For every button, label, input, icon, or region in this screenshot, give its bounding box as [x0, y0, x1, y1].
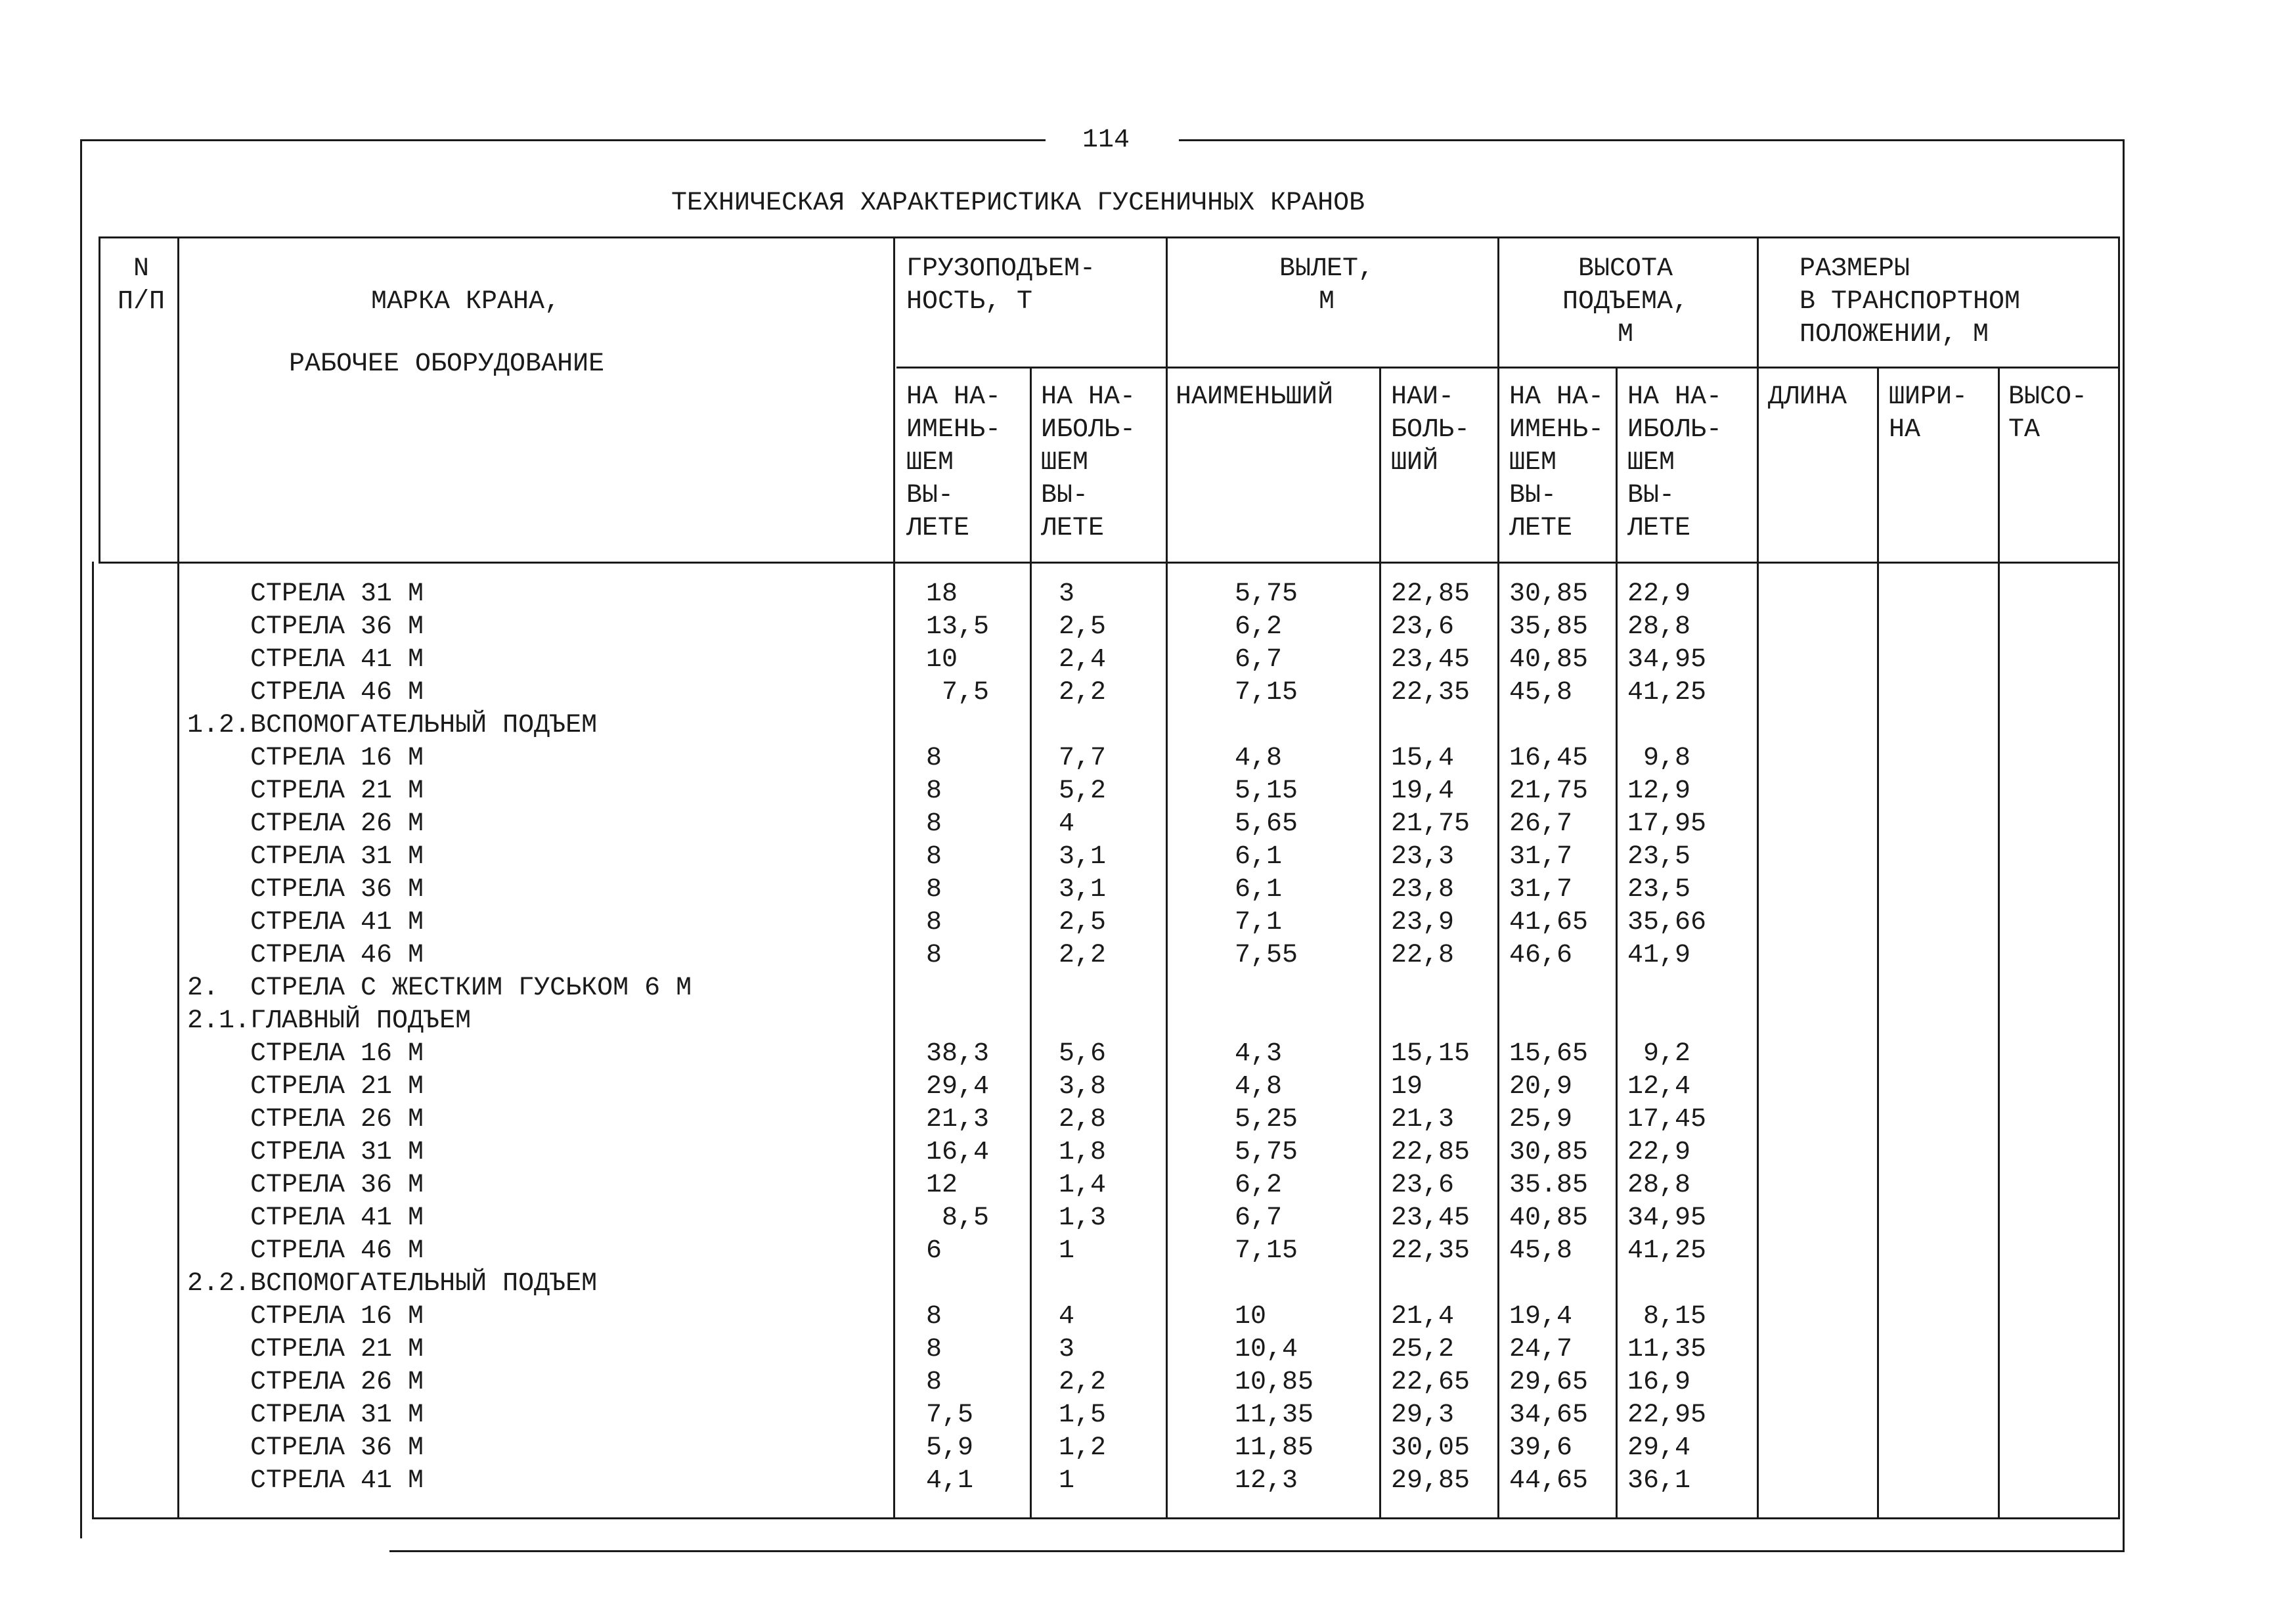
row-value-c4: 23,8 [1391, 875, 1455, 904]
row-value-c5: 35,85 [1509, 612, 1589, 642]
row-value-c4: 23,45 [1391, 1203, 1470, 1233]
row-value-c2: 5,2 [1059, 776, 1107, 806]
row-value-c1: 8 [926, 1335, 942, 1364]
row-value-c2: 5,6 [1059, 1039, 1107, 1069]
row-value-c6: 28,8 [1627, 1171, 1691, 1200]
row-value-c5: 24,7 [1509, 1335, 1573, 1364]
row-value-c3: 11,85 [1235, 1433, 1314, 1463]
row-value-c1: 21,3 [926, 1105, 990, 1134]
header-num: N П/П [117, 254, 165, 317]
header-tall: ВЫСО- ТА [2008, 382, 2088, 445]
row-value-c3: 4,3 [1235, 1039, 1283, 1069]
row-value-c2: 7,7 [1059, 744, 1107, 773]
row-value-c6: 34,95 [1627, 1203, 1707, 1233]
row-value-c4: 29,85 [1391, 1466, 1470, 1496]
row-value-c4: 22,85 [1391, 579, 1470, 609]
row-value-c5: 16,45 [1509, 744, 1589, 773]
row-value-c2: 1,2 [1059, 1433, 1107, 1463]
row-value-c3: 6,7 [1235, 645, 1283, 675]
row-value-c6: 9,8 [1627, 744, 1691, 773]
header-reach-max: НАИ- БОЛЬ- ШИЙ [1391, 382, 1470, 478]
row-label: СТРЕЛА 31 М [187, 842, 424, 872]
row-value-c4: 19 [1391, 1072, 1423, 1102]
row-value-c3: 10 [1235, 1302, 1267, 1331]
row-value-c3: 7,55 [1235, 941, 1298, 970]
row-value-c2: 3 [1059, 579, 1075, 609]
row-value-c2: 1,8 [1059, 1138, 1107, 1167]
row-label: СТРЕЛА 26 М [187, 809, 424, 839]
row-value-c6: 9,2 [1627, 1039, 1691, 1069]
row-value-c3: 12,3 [1235, 1466, 1298, 1496]
row-value-c1: 8 [926, 744, 942, 773]
row-value-c4: 30,05 [1391, 1433, 1470, 1463]
row-value-c5: 39,6 [1509, 1433, 1573, 1463]
row-value-c5: 46,6 [1509, 941, 1573, 970]
row-value-c1: 8 [926, 1302, 942, 1331]
row-value-c3: 7,15 [1235, 678, 1298, 707]
row-value-c5: 40,85 [1509, 1203, 1589, 1233]
row-value-c4: 21,75 [1391, 809, 1470, 839]
row-value-c3: 5,25 [1235, 1105, 1298, 1134]
row-value-c3: 4,8 [1235, 1072, 1283, 1102]
row-label: СТРЕЛА 41 М [187, 908, 424, 937]
row-value-c6: 23,5 [1627, 875, 1691, 904]
row-value-c5: 45,8 [1509, 1236, 1573, 1266]
page-number: 114 [1082, 125, 1130, 155]
header-height-max: НА НА- ИБОЛЬ- ШЕМ ВЫ- ЛЕТЕ [1627, 382, 1723, 543]
row-value-c6: 17,45 [1627, 1105, 1707, 1134]
row-value-c4: 19,4 [1391, 776, 1455, 806]
row-value-c2: 2,8 [1059, 1105, 1107, 1134]
row-value-c5: 30,85 [1509, 1138, 1589, 1167]
row-value-c5: 29,65 [1509, 1368, 1589, 1397]
row-value-c1: 29,4 [926, 1072, 990, 1102]
row-value-c2: 3,1 [1059, 875, 1107, 904]
row-value-c3: 6,2 [1235, 612, 1283, 642]
row-value-c6: 34,95 [1627, 645, 1707, 675]
row-value-c4: 23,3 [1391, 842, 1455, 872]
row-value-c6: 41,25 [1627, 678, 1707, 707]
row-value-c4: 23,9 [1391, 908, 1455, 937]
row-value-c2: 1,3 [1059, 1203, 1107, 1233]
row-value-c6: 28,8 [1627, 612, 1691, 642]
row-value-c1: 6 [926, 1236, 942, 1266]
row-value-c2: 4 [1059, 809, 1075, 839]
row-label: СТРЕЛА 31 М [187, 579, 424, 609]
row-label: СТРЕЛА 36 М [187, 1171, 424, 1200]
row-value-c4: 23,6 [1391, 1171, 1455, 1200]
row-value-c1: 13,5 [926, 612, 990, 642]
row-value-c6: 35,66 [1627, 908, 1707, 937]
row-value-c6: 17,95 [1627, 809, 1707, 839]
row-value-c6: 12,4 [1627, 1072, 1691, 1102]
row-value-c5: 34,65 [1509, 1400, 1589, 1430]
row-value-c6: 11,35 [1627, 1335, 1707, 1364]
row-value-c4: 22,8 [1391, 941, 1455, 970]
row-label: СТРЕЛА 16 М [187, 1302, 424, 1331]
row-label: СТРЕЛА 46 М [187, 1236, 424, 1266]
row-label: СТРЕЛА 26 М [187, 1105, 424, 1134]
row-value-c3: 5,15 [1235, 776, 1298, 806]
row-value-c6: 23,5 [1627, 842, 1691, 872]
row-value-c2: 3,1 [1059, 842, 1107, 872]
row-value-c2: 1 [1059, 1466, 1075, 1496]
row-label: СТРЕЛА 46 М [187, 678, 424, 707]
row-value-c2: 2,4 [1059, 645, 1107, 675]
row-value-c1: 38,3 [926, 1039, 990, 1069]
header-reach-min: НАИМЕНЬШИЙ [1176, 382, 1334, 412]
row-label: СТРЕЛА 36 М [187, 1433, 424, 1463]
row-label: СТРЕЛА 26 М [187, 1368, 424, 1397]
row-value-c2: 3 [1059, 1335, 1075, 1364]
row-value-c1: 8 [926, 941, 942, 970]
row-value-c3: 11,35 [1235, 1400, 1314, 1430]
row-value-c1: 8 [926, 776, 942, 806]
row-value-c5: 41,65 [1509, 908, 1589, 937]
row-value-c1: 16,4 [926, 1138, 990, 1167]
row-label: СТРЕЛА 21 М [187, 776, 424, 806]
row-value-c4: 22,65 [1391, 1368, 1470, 1397]
row-label: СТРЕЛА 31 М [187, 1400, 424, 1430]
row-value-c1: 8 [926, 842, 942, 872]
row-value-c4: 23,45 [1391, 645, 1470, 675]
row-label: СТРЕЛА 16 М [187, 744, 424, 773]
row-value-c5: 45,8 [1509, 678, 1573, 707]
row-value-c3: 4,8 [1235, 744, 1283, 773]
row-value-c4: 22,35 [1391, 1236, 1470, 1266]
row-label: 2.2.ВСПОМОГАТЕЛЬНЫЙ ПОДЪЕМ [187, 1269, 598, 1299]
row-value-c3: 6,1 [1235, 842, 1283, 872]
row-value-c5: 31,7 [1509, 842, 1573, 872]
row-value-c2: 3,8 [1059, 1072, 1107, 1102]
row-label: СТРЕЛА 46 М [187, 941, 424, 970]
row-label: СТРЕЛА 41 М [187, 1466, 424, 1496]
row-value-c2: 2,2 [1059, 1368, 1107, 1397]
row-value-c1: 8 [926, 809, 942, 839]
header-width: ШИРИ- НА [1889, 382, 1968, 445]
row-value-c3: 6,2 [1235, 1171, 1283, 1200]
row-label: 2. СТРЕЛА С ЖЕСТКИМ ГУСЬКОМ 6 М [187, 973, 692, 1003]
row-value-c6: 22,9 [1627, 579, 1691, 609]
row-value-c4: 15,4 [1391, 744, 1455, 773]
row-value-c5: 26,7 [1509, 809, 1573, 839]
row-value-c2: 2,5 [1059, 908, 1107, 937]
row-value-c6: 22,9 [1627, 1138, 1691, 1167]
row-value-c6: 41,9 [1627, 941, 1691, 970]
row-value-c5: 44,65 [1509, 1466, 1589, 1496]
row-value-c6: 8,15 [1627, 1302, 1707, 1331]
row-value-c3: 5,75 [1235, 1138, 1298, 1167]
row-value-c6: 41,25 [1627, 1236, 1707, 1266]
row-value-c1: 8 [926, 875, 942, 904]
row-label: СТРЕЛА 41 М [187, 1203, 424, 1233]
header-height-min: НА НА- ИМЕНЬ- ШЕМ ВЫ- ЛЕТЕ [1509, 382, 1604, 543]
row-value-c3: 10,4 [1235, 1335, 1298, 1364]
row-value-c4: 23,6 [1391, 612, 1455, 642]
row-label: СТРЕЛА 31 М [187, 1138, 424, 1167]
row-value-c1: 18 [926, 579, 958, 609]
header-cap-min: НА НА- ИМЕНЬ- ШЕМ ВЫ- ЛЕТЕ [906, 382, 1002, 543]
row-value-c1: 4,1 [926, 1466, 974, 1496]
row-value-c1: 8 [926, 908, 942, 937]
header-length: ДЛИНА [1768, 382, 1847, 412]
frame-left [80, 139, 82, 1538]
header-cap-max: НА НА- ИБОЛЬ- ШЕМ ВЫ- ЛЕТЕ [1041, 382, 1136, 543]
row-value-c4: 15,15 [1391, 1039, 1470, 1069]
row-value-c5: 15,65 [1509, 1039, 1589, 1069]
row-value-c2: 4 [1059, 1302, 1075, 1331]
header-brand-line1: МАРКА КРАНА, [371, 287, 561, 317]
row-value-c4: 25,2 [1391, 1335, 1455, 1364]
row-value-c4: 21,3 [1391, 1105, 1455, 1134]
row-label: СТРЕЛА 36 М [187, 612, 424, 642]
header-brand-line2: РАБОЧЕЕ ОБОРУДОВАНИЕ [289, 349, 605, 379]
row-value-c1: 8,5 [926, 1203, 990, 1233]
row-value-c3: 7,15 [1235, 1236, 1298, 1266]
frame-top-right [1179, 139, 2125, 141]
row-value-c1: 5,9 [926, 1433, 974, 1463]
row-value-c3: 6,1 [1235, 875, 1283, 904]
row-value-c5: 40,85 [1509, 645, 1589, 675]
row-value-c2: 2,2 [1059, 678, 1107, 707]
row-value-c1: 12 [926, 1171, 958, 1200]
frame-top-left [80, 139, 1046, 141]
row-value-c3: 6,7 [1235, 1203, 1283, 1233]
row-value-c6: 22,95 [1627, 1400, 1707, 1430]
row-value-c2: 2,2 [1059, 941, 1107, 970]
row-value-c4: 29,3 [1391, 1400, 1455, 1430]
row-value-c2: 1 [1059, 1236, 1075, 1266]
row-value-c1: 7,5 [926, 1400, 974, 1430]
header-transport: РАЗМЕРЫ В ТРАНСПОРТНОМ ПОЛОЖЕНИИ, М [1799, 254, 2021, 349]
row-value-c5: 30,85 [1509, 579, 1589, 609]
frame-bottom [389, 1550, 2125, 1552]
row-value-c3: 5,75 [1235, 579, 1298, 609]
row-value-c5: 19,4 [1509, 1302, 1573, 1331]
row-value-c5: 25,9 [1509, 1105, 1573, 1134]
frame-right [2123, 139, 2125, 1552]
header-reach: ВЫЛЕТ, М [1279, 254, 1375, 317]
row-value-c1: 7,5 [926, 678, 990, 707]
page-title: ТЕХНИЧЕСКАЯ ХАРАКТЕРИСТИКА ГУСЕНИЧНЫХ КРАНОВ [671, 189, 1365, 218]
row-value-c5: 21,75 [1509, 776, 1589, 806]
row-label: 1.2.ВСПОМОГАТЕЛЬНЫЙ ПОДЪЕМ [187, 711, 598, 740]
row-label: 2.1.ГЛАВНЫЙ ПОДЪЕМ [187, 1006, 472, 1036]
row-value-c1: 8 [926, 1368, 942, 1397]
row-value-c6: 12,9 [1627, 776, 1691, 806]
row-label: СТРЕЛА 36 М [187, 875, 424, 904]
row-label: СТРЕЛА 21 М [187, 1072, 424, 1102]
row-value-c2: 2,5 [1059, 612, 1107, 642]
row-value-c3: 10,85 [1235, 1368, 1314, 1397]
row-value-c6: 29,4 [1627, 1433, 1691, 1463]
row-value-c5: 31,7 [1509, 875, 1573, 904]
row-value-c6: 36,1 [1627, 1466, 1691, 1496]
row-value-c1: 10 [926, 645, 958, 675]
row-label: СТРЕЛА 16 М [187, 1039, 424, 1069]
row-value-c5: 35.85 [1509, 1171, 1589, 1200]
row-label: СТРЕЛА 21 М [187, 1335, 424, 1364]
row-value-c2: 1,4 [1059, 1171, 1107, 1200]
row-value-c5: 20,9 [1509, 1072, 1573, 1102]
row-value-c4: 22,35 [1391, 678, 1470, 707]
header-capacity: ГРУЗОПОДЪЕМ- НОСТЬ, Т [906, 254, 1096, 317]
row-value-c6: 16,9 [1627, 1368, 1691, 1397]
row-value-c4: 22,85 [1391, 1138, 1470, 1167]
header-height: ВЫСОТА ПОДЪЕМА, М [1562, 254, 1689, 349]
row-value-c4: 21,4 [1391, 1302, 1455, 1331]
row-value-c3: 7,1 [1235, 908, 1283, 937]
row-label: СТРЕЛА 41 М [187, 645, 424, 675]
row-value-c3: 5,65 [1235, 809, 1298, 839]
row-value-c2: 1,5 [1059, 1400, 1107, 1430]
